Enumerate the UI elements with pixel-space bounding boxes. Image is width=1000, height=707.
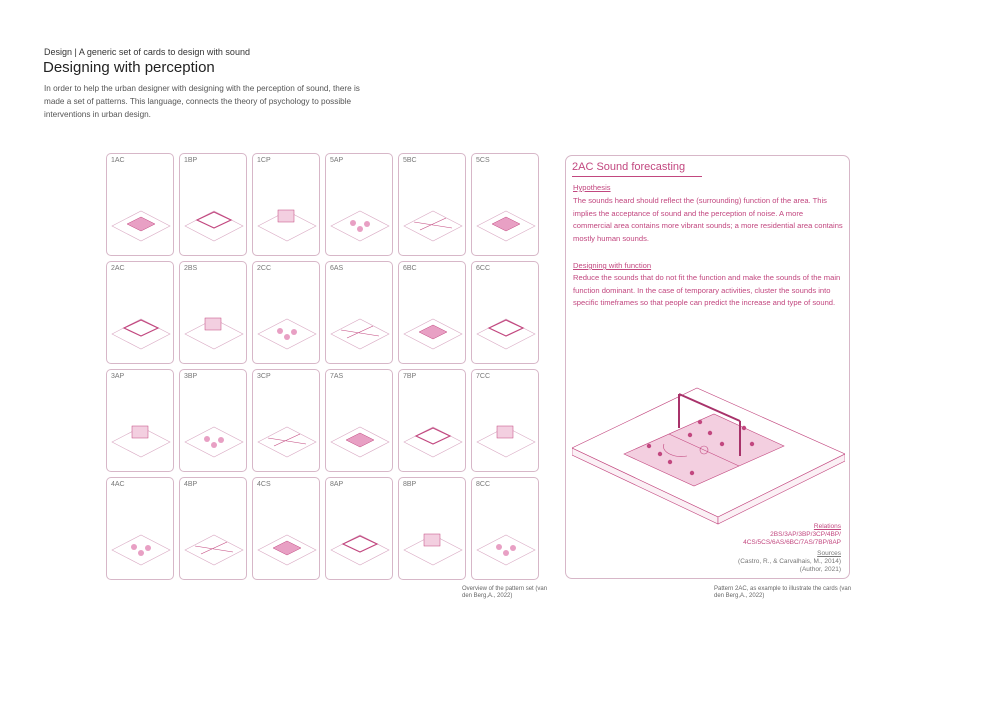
card-illustration	[475, 282, 537, 362]
card-illustration	[256, 282, 318, 362]
card-illustration	[110, 390, 172, 470]
pattern-card[interactable]	[252, 477, 320, 580]
card-code: 4CS	[257, 481, 271, 488]
card-illustration	[183, 498, 245, 578]
relations-text: 2BS/3AP/3BP/3CP/4BP/ 4CS/5CS/6AS/6BC/7AS/7BP/8AP	[743, 531, 841, 547]
card-illustration	[256, 498, 318, 578]
pattern-card[interactable]	[179, 477, 247, 580]
design-heading: Designing with function	[573, 261, 652, 270]
card-code: 7CC	[476, 373, 491, 380]
pattern-card[interactable]	[471, 153, 539, 256]
pattern-card[interactable]	[325, 261, 393, 364]
pattern-card[interactable]	[252, 261, 320, 364]
card-illustration	[329, 390, 391, 470]
pattern-card[interactable]	[106, 477, 174, 580]
card-illustration	[183, 390, 245, 470]
pattern-card[interactable]	[252, 369, 320, 472]
pattern-card[interactable]	[398, 153, 466, 256]
pattern-card[interactable]	[179, 261, 247, 364]
design-text: Reduce the sounds that do not fit the function and make the sounds of the main function dominant. In the case of temporary activities, cluster the sounds into specific timeframes so that people can predict the increase and type of sound.	[573, 273, 841, 308]
card-code: 4BP	[184, 481, 198, 488]
card-code: 6AS	[330, 265, 344, 272]
card-illustration	[475, 174, 537, 254]
pattern-card[interactable]	[471, 261, 539, 364]
pattern-card[interactable]	[398, 261, 466, 364]
pattern-card[interactable]	[179, 369, 247, 472]
pattern-card[interactable]	[106, 369, 174, 472]
pattern-card[interactable]	[325, 369, 393, 472]
card-code: 6BC	[403, 265, 417, 272]
pattern-card[interactable]	[398, 477, 466, 580]
card-illustration	[110, 174, 172, 254]
card-code: 1BP	[184, 157, 198, 164]
card-code: 5CS	[476, 157, 490, 164]
card-code: 6CC	[476, 265, 491, 272]
sources-text: (Castro, R., & Carvalhais, M., 2014) (Author, 2021)	[738, 558, 841, 574]
pattern-detail-card	[565, 155, 850, 579]
card-illustration	[329, 498, 391, 578]
card-code: 3CP	[257, 373, 271, 380]
card-code: 7BP	[403, 373, 417, 380]
sport-field-illustration	[572, 384, 845, 534]
pattern-card[interactable]	[471, 369, 539, 472]
pattern-card[interactable]	[325, 153, 393, 256]
header-subtitle: Design | A generic set of cards to design with sound	[44, 47, 250, 57]
pattern-card[interactable]	[106, 153, 174, 256]
pattern-card[interactable]	[325, 477, 393, 580]
card-illustration	[110, 282, 172, 362]
detail-title: 2AC Sound forecasting	[572, 161, 686, 173]
card-code: 5BC	[403, 157, 417, 164]
card-illustration	[402, 498, 464, 578]
pattern-card[interactable]	[179, 153, 247, 256]
pattern-card[interactable]	[252, 153, 320, 256]
card-code: 3BP	[184, 373, 198, 380]
card-illustration	[110, 498, 172, 578]
card-illustration	[183, 282, 245, 362]
card-code: 2AC	[111, 265, 125, 272]
pattern-card[interactable]	[398, 369, 466, 472]
card-illustration	[475, 498, 537, 578]
card-illustration	[329, 282, 391, 362]
card-code: 4AC	[111, 481, 125, 488]
card-code: 8CC	[476, 481, 491, 488]
card-illustration	[256, 390, 318, 470]
card-illustration	[256, 174, 318, 254]
card-code: 1AC	[111, 157, 125, 164]
card-code: 3AP	[111, 373, 125, 380]
card-code: 7AS	[330, 373, 344, 380]
pattern-card[interactable]	[106, 261, 174, 364]
card-illustration	[183, 174, 245, 254]
hypothesis-text: The sounds heard should reflect the (surrounding) function of the area. This implies the acceptance of sound and the perception of noise. A more commercial area contains more vibrant sounds; a more residential area contains mostly human sounds.	[573, 196, 843, 243]
hypothesis-heading: Hypothesis	[573, 183, 611, 192]
page-title: Designing with perception	[43, 59, 215, 76]
relations-heading: Relations	[813, 523, 841, 530]
card-code: 2BS	[184, 265, 198, 272]
card-code: 8BP	[403, 481, 417, 488]
card-code: 5AP	[330, 157, 344, 164]
card-illustration	[475, 390, 537, 470]
card-illustration	[402, 390, 464, 470]
overview-caption: Overview of the pattern set (van den Berg,A., 2022)	[462, 586, 548, 600]
card-illustration	[329, 174, 391, 254]
card-code: 8AP	[330, 481, 344, 488]
card-illustration	[402, 174, 464, 254]
card-code: 2CC	[257, 265, 272, 272]
pattern-card[interactable]	[471, 477, 539, 580]
card-code: 1CP	[257, 157, 271, 164]
card-illustration	[402, 282, 464, 362]
sources-heading: Sources	[817, 550, 841, 557]
pattern-caption: Pattern 2AC, as example to illustrate the cards (van den Berg,A., 2022)	[714, 586, 852, 600]
detail-title-rule	[572, 176, 702, 177]
intro-text: In order to help the urban designer with designing with the perception of sound, there is made a set of patterns. This language, connects the theory of psychology to possible interventions in urban design.	[44, 84, 360, 119]
